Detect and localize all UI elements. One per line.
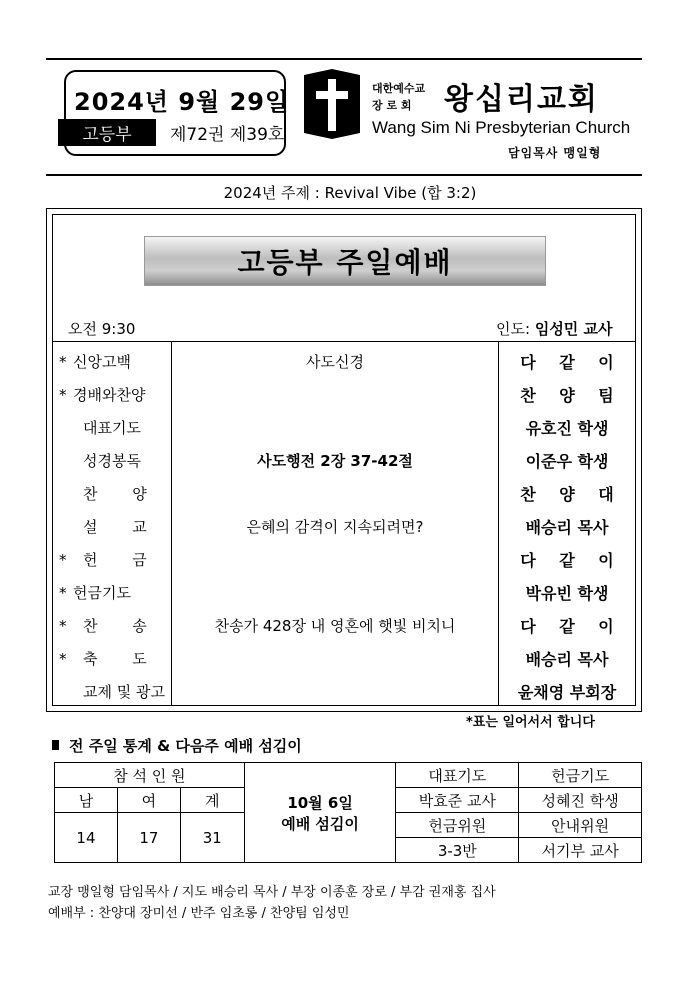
order-content: 사도행전 2장 37-42절 <box>257 452 413 470</box>
service-leader <box>496 318 613 339</box>
order-item <box>59 642 171 675</box>
usher-label: 안내위원 <box>519 813 642 838</box>
staff-footer <box>48 882 496 924</box>
church-cross-logo-icon <box>302 69 362 139</box>
female-count: 17 <box>117 813 180 863</box>
order-item <box>59 675 171 708</box>
order-content <box>172 576 498 609</box>
female-label: 여 <box>117 788 180 813</box>
attendance-header: 참 석 인 원 <box>55 763 245 788</box>
order-item-label: 성경봉독 <box>83 452 141 470</box>
order-item-label: 설 교 <box>83 518 147 536</box>
next-week-cell <box>244 763 396 863</box>
order-item <box>59 576 171 609</box>
leader-name: 임성민 교사 <box>534 320 613 338</box>
denomination-line1: 대한예수교 <box>372 82 426 95</box>
order-item-label: 경배와찬양 <box>73 386 146 404</box>
next-date: 10월 6일 <box>287 793 353 812</box>
order-top-rule <box>53 341 635 342</box>
total-count: 31 <box>180 813 244 863</box>
order-item <box>59 609 171 642</box>
order-content <box>172 642 498 675</box>
header-rule <box>46 174 642 176</box>
order-item-label: 축 도 <box>83 650 147 668</box>
order-person: 다 같 이 <box>520 617 614 636</box>
standing-mark: * <box>59 649 67 668</box>
offering-committee-name: 3-3반 <box>396 838 519 863</box>
order-item <box>59 378 171 411</box>
order-person: 이준우 학생 <box>525 452 609 471</box>
standing-mark: * <box>59 583 67 602</box>
denomination <box>372 80 425 114</box>
order-person: 찬 양 대 <box>520 485 614 504</box>
order-item-label: 헌금기도 <box>73 584 131 602</box>
order-row <box>53 411 635 444</box>
male-label: 남 <box>55 788 118 813</box>
usher-name: 서기부 교사 <box>519 838 642 863</box>
order-content <box>172 411 498 444</box>
order-item <box>59 543 171 576</box>
offering-prayer-label: 헌금기도 <box>519 763 642 788</box>
order-row <box>53 642 635 675</box>
church-name-korean: 왕십리교회 <box>444 82 599 117</box>
order-content: 찬송가 428장 내 영혼에 햇빛 비치니 <box>214 617 456 635</box>
order-item <box>59 510 171 543</box>
order-row <box>53 510 635 543</box>
stats-title-text: 전 주일 통계 & 다음주 예배 섬김이 <box>69 737 302 755</box>
order-row <box>53 609 635 642</box>
offering-committee-label: 헌금위원 <box>396 813 519 838</box>
senior-pastor: 담임목사 맹일형 <box>508 146 602 160</box>
order-row <box>53 543 635 576</box>
order-item <box>59 411 171 444</box>
total-label: 계 <box>180 788 244 813</box>
top-rule <box>46 58 642 60</box>
order-item-label: 찬 양 <box>83 485 147 503</box>
next-servers-label: 예배 섬김이 <box>281 814 359 833</box>
order-person: 찬 양 팀 <box>520 386 614 405</box>
order-person: 유호진 학생 <box>525 419 609 438</box>
order-row <box>53 477 635 510</box>
standing-mark: * <box>59 385 67 404</box>
order-item <box>59 477 171 510</box>
stats-section-title <box>52 735 302 756</box>
service-time: 오전 9:30 <box>68 320 136 338</box>
offering-prayer-name: 성혜진 학생 <box>519 788 642 813</box>
order-item-label: 신앙고백 <box>73 353 131 371</box>
standing-mark: * <box>59 616 67 635</box>
order-row <box>53 675 635 708</box>
prayer-name: 박효준 교사 <box>396 788 519 813</box>
order-person: 박유빈 학생 <box>525 584 609 603</box>
order-person: 배승리 목사 <box>525 650 609 669</box>
order-content <box>172 543 498 576</box>
order-item-label: 교제 및 광고 <box>83 683 165 701</box>
church-name-english: Wang Sim Ni Presbyterian Church <box>372 118 631 137</box>
order-person: 다 같 이 <box>520 551 614 570</box>
stats-table <box>54 762 642 863</box>
service-title: 고등부 주일예배 <box>144 236 546 286</box>
order-content <box>172 477 498 510</box>
order-item <box>59 444 171 477</box>
order-content <box>172 675 498 708</box>
order-person: 배승리 목사 <box>525 518 609 537</box>
standing-mark: * <box>59 550 67 569</box>
bullet-square-icon <box>52 740 59 750</box>
order-person: 다 같 이 <box>520 353 614 372</box>
standing-mark: * <box>59 352 67 371</box>
male-count: 14 <box>55 813 118 863</box>
order-row <box>53 444 635 477</box>
order-row <box>53 378 635 411</box>
footer-line2: 예배부 : 찬양대 장미선 / 반주 임초롱 / 찬양팀 임성민 <box>48 906 350 921</box>
year-theme: 2024년 주제 : Revival Vibe (합 3:2) <box>223 184 477 202</box>
order-content <box>172 378 498 411</box>
order-item-label: 찬 송 <box>83 617 147 635</box>
order-person: 윤채영 부회장 <box>517 683 617 702</box>
order-row <box>53 576 635 609</box>
footer-line1: 교장 맹일형 담임목사 / 지도 배승리 목사 / 부장 이종훈 장로 / 부감 권재홍 집사 <box>48 885 496 900</box>
bulletin-date: 2024년 9월 29일 <box>74 88 290 116</box>
standing-note: *표는 일어서서 합니다 <box>466 715 595 730</box>
leader-label: 인도: <box>496 320 531 338</box>
order-item-label: 대표기도 <box>83 419 141 437</box>
denomination-line2: 장 로 회 <box>372 99 412 112</box>
order-content: 사도신경 <box>306 353 364 371</box>
order-row <box>53 345 635 378</box>
order-content: 은혜의 감격이 지속되려면? <box>246 518 424 536</box>
order-item-label: 헌 금 <box>83 551 147 569</box>
order-item <box>59 345 171 378</box>
dept-badge: 고등부 <box>58 119 156 146</box>
prayer-label: 대표기도 <box>396 763 519 788</box>
volume-number: 제72권 제39호 <box>170 125 285 145</box>
